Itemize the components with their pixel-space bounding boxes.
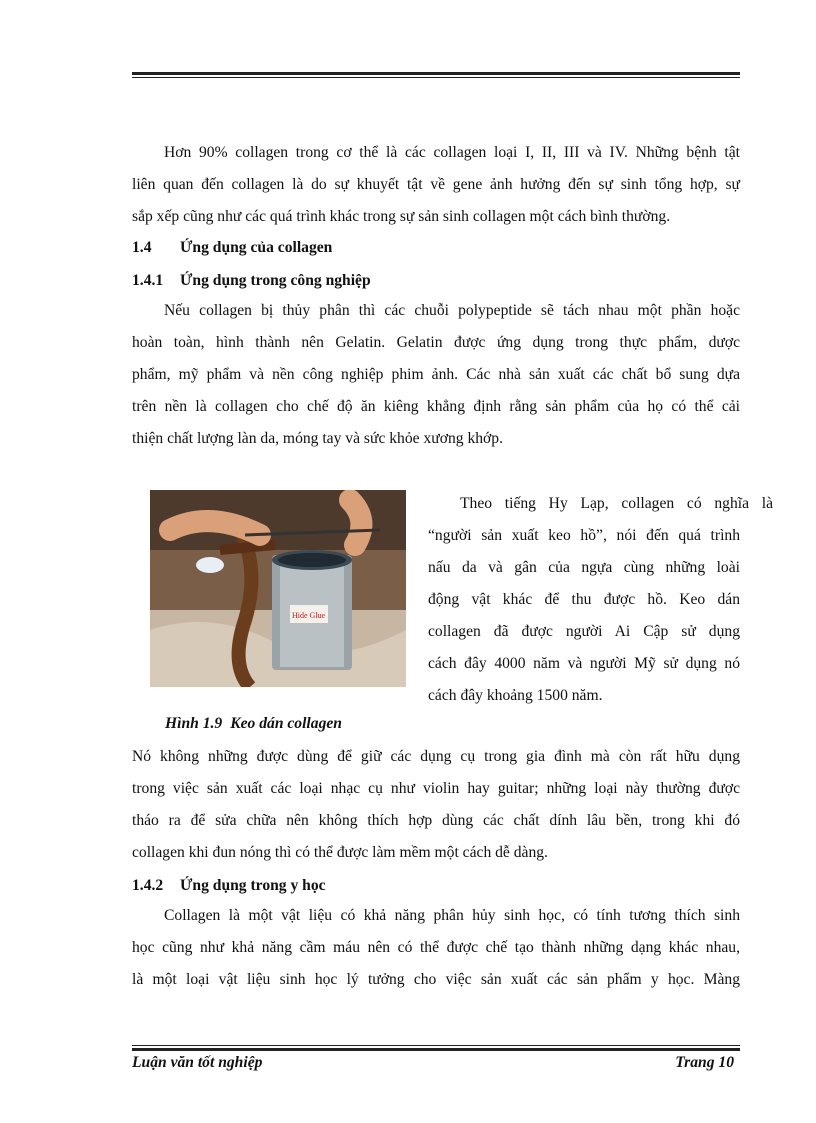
paragraph-line: Hơn 90% collagen trong cơ thể là các collagen loại I, II, III và IV. Những bệnh tật [164,144,740,161]
side-text-line: động vật khác để thu được hồ. Keo dán [428,591,740,608]
figure-title: Keo dán collagen [230,715,342,732]
paragraph-line: sắp xếp cũng như các quá trình khác trong sự sản sinh collagen một cách bình thường. [132,208,671,225]
footer-rule [132,1045,740,1051]
section-number: 1.4 [132,239,152,256]
side-text-line: Theo tiếng Hy Lạp, collagen có nghĩa là [460,495,773,512]
section-heading-1-4-1 [132,271,740,291]
side-text-line: nấu da và gân của ngựa cùng những loài [428,559,740,576]
side-text-line: cách đây 4000 năm và người Mỹ sử dụng nó [428,655,740,672]
can-label: Hide Glue [292,611,326,620]
paragraph-line: hoàn toàn, hình thành nên Gelatin. Gelatin được ứng dụng trong thực phẩm, dược [132,334,740,351]
paragraph-line: tháo ra để sửa chữa nên không thích hợp dùng các chất dính lâu bền, trong khi đó [132,812,740,829]
figure-label: Hình 1.9 [165,715,223,732]
side-text-line: collagen đã được người Ai Cập sử dụng [428,623,740,640]
paragraph-line: collagen khi đun nóng thì có thể được làm mềm một cách dễ dàng. [132,844,548,861]
paragraph-line: học cũng như khả năng cầm máu nên có thể được chế tạo thành những dạng khác nhau, [132,939,740,956]
section-heading-1-4-2 [132,876,740,896]
section-heading-1-4 [132,238,740,258]
section-title: Ứng dụng trong công nghiệp [180,272,371,289]
paragraph-line: phẩm, mỹ phẩm và nền công nghiệp phim ảnh. Các nhà sản xuất các chất bổ sung dựa [132,366,740,383]
side-text-line: “người sản xuất keo hồ”, nói đến quá trình [428,527,740,544]
section-title: Ứng dụng của collagen [180,239,333,256]
paragraph-line: Nếu collagen bị thủy phân thì các chuỗi polypeptide sẽ tách nhau một phần hoặc [164,302,740,319]
figure-photo [150,490,406,687]
paragraph-line: Collagen là một vật liệu có khả năng phân hủy sinh học, có tính tương thích sinh [164,907,740,924]
paragraph-line: thiện chất lượng làn da, móng tay và sức khỏe xương khớp. [132,430,503,447]
section-number: 1.4.2 [132,877,164,894]
paragraph-line: là một loại vật liệu sinh học lý tưởng cho việc sản xuất các sản phẩm y học. Màng [132,971,740,988]
paragraph-line: Nó không những được dùng để giữ các dụng cụ trong gia đình mà còn rất hữu dụng [132,748,740,765]
paragraph-line: liên quan đến collagen là do sự khuyết tật về gene ảnh hưởng đến sự sinh tổng hợp, sự [132,176,740,193]
page-number: Trang 10 [675,1054,734,1071]
figure-caption [165,714,342,734]
side-text-line: cách đây khoảng 1500 năm. [428,687,603,704]
footer-title: Luận văn tốt nghiệp [132,1054,263,1071]
paragraph-line: trên nền là collagen cho chế độ ăn kiêng khẳng định rằng sản phẩm của họ có thể cải [132,398,740,415]
section-number: 1.4.1 [132,272,164,289]
paragraph-line: trong việc sản xuất các loại nhạc cụ như violin hay guitar; những loại này thường được [132,780,740,797]
header-rule [132,72,740,78]
section-title: Ứng dụng trong y học [180,877,326,894]
